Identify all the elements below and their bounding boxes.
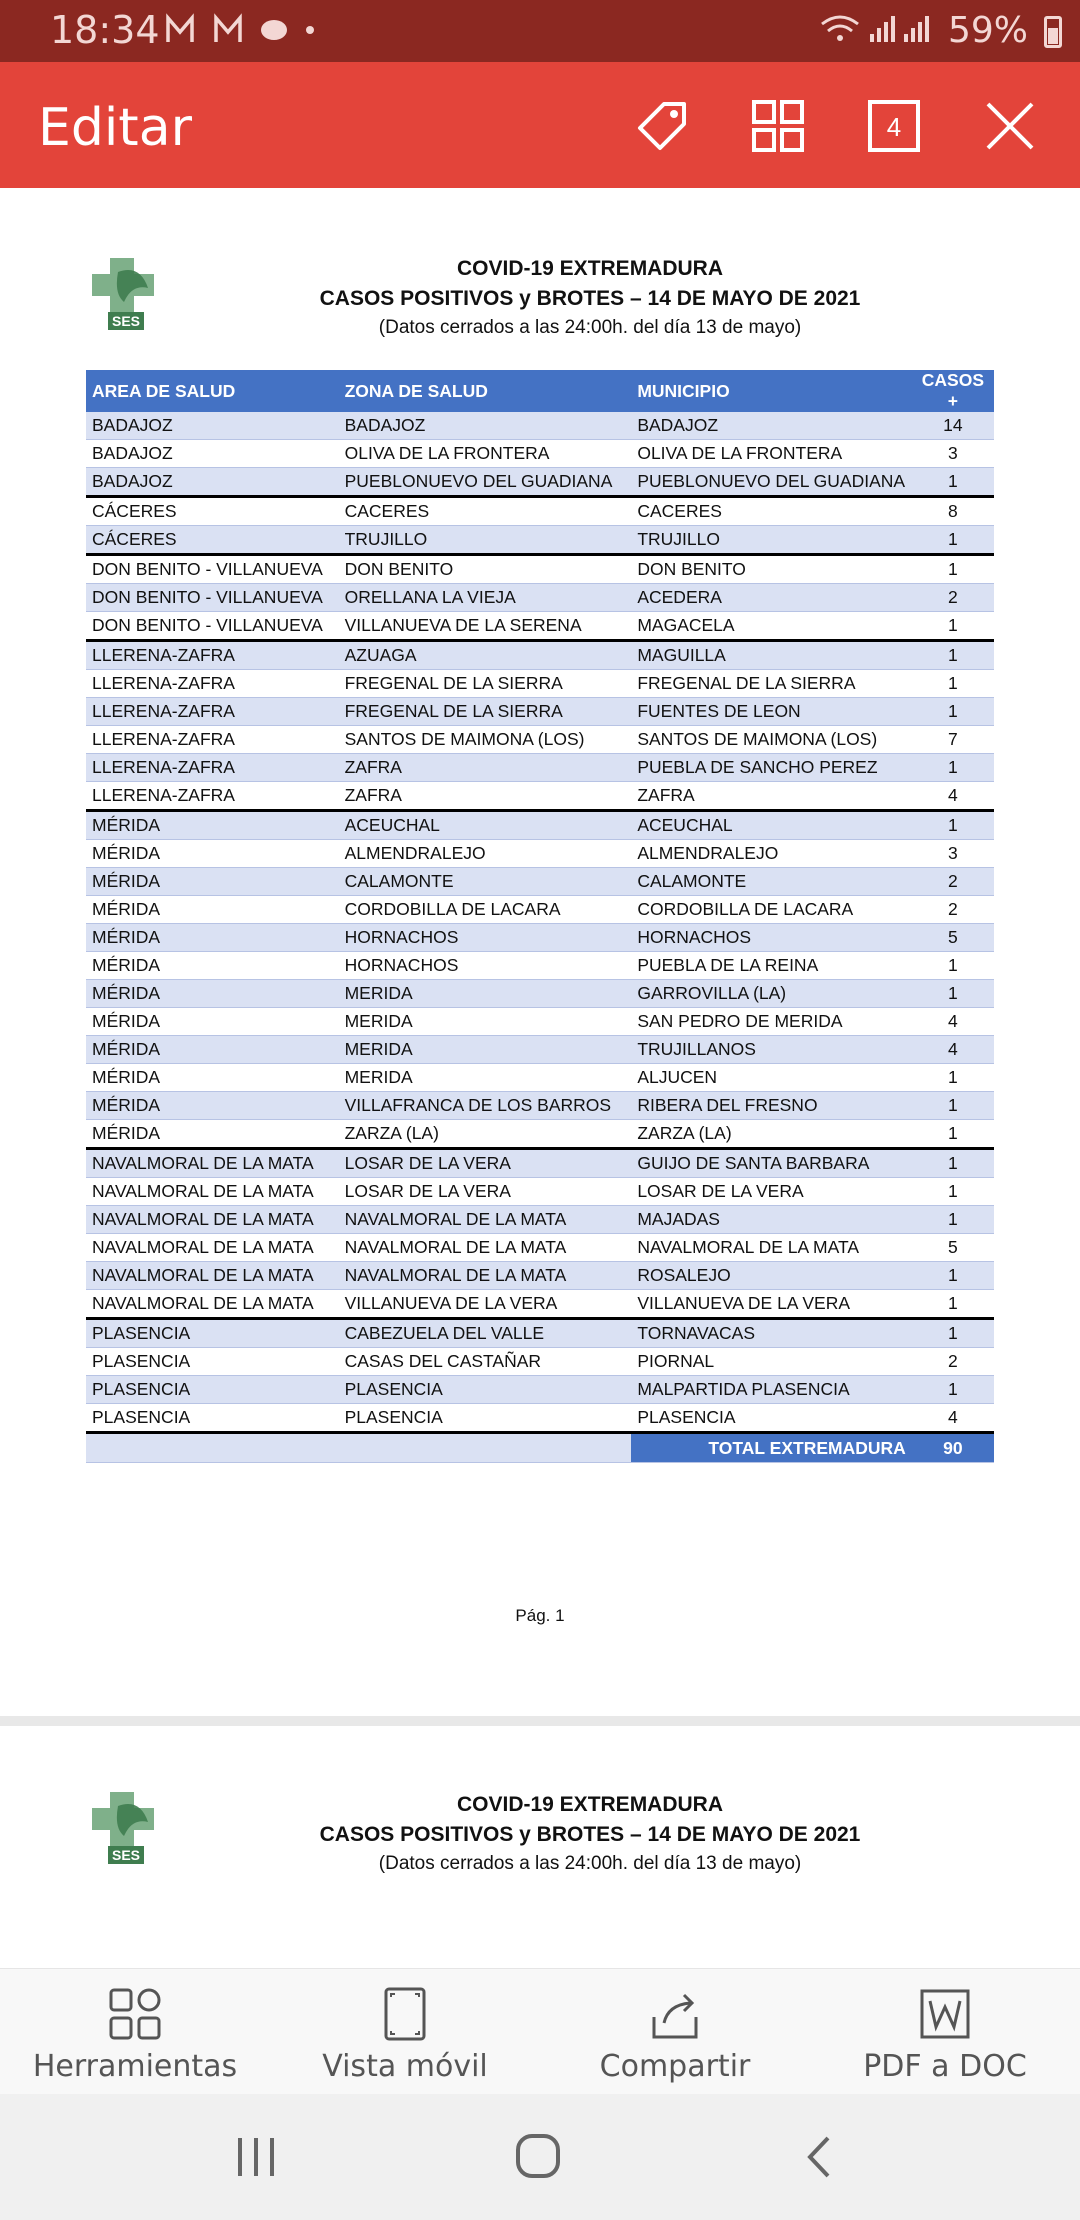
cell-casos: 1 [912,1064,994,1092]
cell-zona: PUEBLONUEVO DEL GUADIANA [339,468,632,497]
cell-casos: 4 [912,782,994,811]
pdf-to-doc-icon [918,1987,972,2041]
table-row [86,754,994,782]
ses-logo [88,1788,168,1868]
cell-area: BADAJOZ [86,412,339,440]
cell-casos: 1 [912,980,994,1008]
table-row [86,782,994,811]
cell-zona: ZARZA (LA) [339,1120,632,1149]
tools-icon [108,1987,162,2041]
cell-municipio: OLIVA DE LA FRONTERA [631,440,911,468]
share-icon [648,1987,702,2041]
cell-municipio: CORDOBILLA DE LACARA [631,896,911,924]
table-row [86,1206,994,1234]
cell-municipio: ALJUCEN [631,1064,911,1092]
cell-area: DON BENITO - VILLANUEVA [86,584,339,612]
table-row [86,1234,994,1262]
cell-casos: 8 [912,497,994,526]
table-row [86,440,994,468]
table-header-row [86,370,994,412]
cell-municipio: CALAMONTE [631,868,911,896]
cell-municipio: VILLANUEVA DE LA VERA [631,1290,911,1319]
cell-casos: 1 [912,698,994,726]
recent-apps-button[interactable] [226,2132,286,2182]
cell-casos: 1 [912,670,994,698]
cell-zona: CALAMONTE [339,868,632,896]
cell-zona: MERIDA [339,1036,632,1064]
cell-casos: 1 [912,555,994,584]
cell-casos: 1 [912,468,994,497]
cell-municipio: ZAFRA [631,782,911,811]
cell-casos: 4 [912,1008,994,1036]
cell-zona: LOSAR DE LA VERA [339,1149,632,1178]
cell-casos: 1 [912,641,994,670]
cell-casos: 4 [912,1036,994,1064]
mobile-view-label: Vista móvil [322,2049,488,2084]
cell-casos: 5 [912,1234,994,1262]
cell-municipio: GARROVILLA (LA) [631,980,911,1008]
ses-logo [88,254,168,334]
cell-municipio: PUEBLA DE SANCHO PEREZ [631,754,911,782]
cell-area: DON BENITO - VILLANUEVA [86,555,339,584]
cell-area: MÉRIDA [86,952,339,980]
cell-municipio: PUEBLONUEVO DEL GUADIANA [631,468,911,497]
cell-area: MÉRIDA [86,1008,339,1036]
table-row [86,612,994,641]
cell-zona: VILLAFRANCA DE LOS BARROS [339,1092,632,1120]
cell-municipio: MALPARTIDA PLASENCIA [631,1376,911,1404]
table-row [86,924,994,952]
table-row [86,1064,994,1092]
cell-zona: AZUAGA [339,641,632,670]
table-row [86,698,994,726]
cell-municipio: PIORNAL [631,1348,911,1376]
document-heading [300,254,880,342]
page-separator [0,1716,1080,1726]
table-row [86,641,994,670]
cell-area: NAVALMORAL DE LA MATA [86,1178,339,1206]
cell-area: CÁCERES [86,497,339,526]
header-zona: ZONA DE SALUD [339,370,632,412]
document-subtitle: CASOS POSITIVOS y BROTES – 14 DE MAYO DE 2021 [319,287,861,310]
cell-casos: 1 [912,1178,994,1206]
cell-zona: HORNACHOS [339,952,632,980]
cell-area: MÉRIDA [86,896,339,924]
cell-area: LLERENA-ZAFRA [86,782,339,811]
table-row [86,1149,994,1178]
cell-area: PLASENCIA [86,1348,339,1376]
page-count-value: 4 [886,112,902,142]
document-title: COVID-19 EXTREMADURA [456,1793,724,1816]
table-row [86,868,994,896]
back-icon [790,2132,850,2182]
cell-municipio: LOSAR DE LA VERA [631,1178,911,1206]
recent-apps-icon [226,2132,286,2182]
cell-zona: ALMENDRALEJO [339,840,632,868]
cell-zona: MERIDA [339,1008,632,1036]
cell-zona: HORNACHOS [339,924,632,952]
table-row [86,555,994,584]
cell-municipio: RIBERA DEL FRESNO [631,1092,911,1120]
table-row [86,1036,994,1064]
pdf-to-doc-label: PDF a DOC [863,2049,1027,2084]
svg-text:SES: SES [111,313,141,329]
header-municipio: MUNICIPIO [631,370,911,412]
cell-casos: 3 [912,840,994,868]
table-row [86,1319,994,1348]
cell-zona: NAVALMORAL DE LA MATA [339,1206,632,1234]
page-number: Pág. 1 [515,1606,565,1625]
tools-button[interactable] [0,1987,270,2084]
battery-percent: 59% [947,10,1028,51]
cell-zona: MERIDA [339,980,632,1008]
cell-zona: PLASENCIA [339,1376,632,1404]
cell-casos: 2 [912,1348,994,1376]
cell-area: LLERENA-ZAFRA [86,754,339,782]
total-row [86,1433,994,1463]
cell-area: MÉRIDA [86,980,339,1008]
cell-area: MÉRIDA [86,924,339,952]
cell-area: LLERENA-ZAFRA [86,641,339,670]
total-label: TOTAL EXTREMADURA [631,1433,911,1463]
cell-area: PLASENCIA [86,1319,339,1348]
cell-casos: 1 [912,1376,994,1404]
cell-zona: ACEUCHAL [339,811,632,840]
cell-zona: SANTOS DE MAIMONA (LOS) [339,726,632,754]
cell-casos: 1 [912,1092,994,1120]
document-heading-page2 [300,1790,880,1878]
page-count-icon[interactable] [866,98,922,154]
back-button[interactable] [790,2132,850,2182]
cell-municipio: TORNAVACAS [631,1319,911,1348]
app-toolbar [0,62,1080,188]
cell-municipio: ACEDERA [631,584,911,612]
cell-casos: 1 [912,1319,994,1348]
cell-casos: 14 [912,412,994,440]
cell-municipio: MAJADAS [631,1206,911,1234]
cell-casos: 1 [912,1149,994,1178]
cell-area: CÁCERES [86,526,339,555]
cell-zona: ZAFRA [339,782,632,811]
cell-municipio: GUIJO DE SANTA BARBARA [631,1149,911,1178]
cell-casos: 2 [912,584,994,612]
cell-municipio: TRUJILLANOS [631,1036,911,1064]
cell-zona: FREGENAL DE LA SIERRA [339,698,632,726]
svg-text:SES: SES [111,1847,141,1863]
total-blank [86,1433,339,1463]
cell-zona: NAVALMORAL DE LA MATA [339,1234,632,1262]
cell-zona: ZAFRA [339,754,632,782]
home-button[interactable] [508,2132,568,2182]
header-casos: CASOS + [912,370,994,412]
cell-zona: TRUJILLO [339,526,632,555]
cell-casos: 1 [912,1206,994,1234]
cell-area: LLERENA-ZAFRA [86,726,339,754]
table-row [86,980,994,1008]
table-row [86,1404,994,1433]
table-row [86,1290,994,1319]
table-row [86,526,994,555]
table-row [86,1120,994,1149]
cell-area: LLERENA-ZAFRA [86,698,339,726]
cell-area: MÉRIDA [86,840,339,868]
table-row [86,1376,994,1404]
table-row [86,726,994,754]
cell-casos: 1 [912,1120,994,1149]
cell-area: MÉRIDA [86,868,339,896]
cell-municipio: CACERES [631,497,911,526]
cell-area: NAVALMORAL DE LA MATA [86,1149,339,1178]
cell-area: MÉRIDA [86,1092,339,1120]
home-icon [508,2132,568,2182]
grid-icon[interactable] [750,98,806,154]
table-row [86,497,994,526]
cell-casos: 1 [912,612,994,641]
table-row [86,896,994,924]
document-note: (Datos cerrados a las 24:00h. del día 13 de mayo) [378,1853,802,1874]
status-bar [0,0,1080,62]
cell-municipio: SAN PEDRO DE MERIDA [631,1008,911,1036]
cell-zona: PLASENCIA [339,1404,632,1433]
cell-zona: CACERES [339,497,632,526]
cell-municipio: NAVALMORAL DE LA MATA [631,1234,911,1262]
cell-municipio: FUENTES DE LEON [631,698,911,726]
cell-zona: DON BENITO [339,555,632,584]
share-button[interactable] [540,1987,810,2084]
cell-zona: FREGENAL DE LA SIERRA [339,670,632,698]
table-row [86,584,994,612]
cell-zona: BADAJOZ [339,412,632,440]
cell-casos: 5 [912,924,994,952]
cell-casos: 4 [912,1404,994,1433]
cell-zona: VILLANUEVA DE LA SERENA [339,612,632,641]
cell-municipio: PLASENCIA [631,1404,911,1433]
cell-zona: CABEZUELA DEL VALLE [339,1319,632,1348]
cell-area: NAVALMORAL DE LA MATA [86,1262,339,1290]
cell-area: BADAJOZ [86,468,339,497]
cell-area: PLASENCIA [86,1404,339,1433]
cell-municipio: MAGACELA [631,612,911,641]
cell-area: LLERENA-ZAFRA [86,670,339,698]
cell-area: DON BENITO - VILLANUEVA [86,612,339,641]
table-row [86,412,994,440]
cell-area: BADAJOZ [86,440,339,468]
table-row [86,811,994,840]
cell-area: NAVALMORAL DE LA MATA [86,1234,339,1262]
cell-municipio: FREGENAL DE LA SIERRA [631,670,911,698]
cell-casos: 1 [912,754,994,782]
document-note: (Datos cerrados a las 24:00h. del día 13 de mayo) [378,317,802,338]
cell-municipio: ZARZA (LA) [631,1120,911,1149]
table-body [86,412,994,1433]
cell-municipio: MAGUILLA [631,641,911,670]
table-row [86,1178,994,1206]
cell-casos: 1 [912,1262,994,1290]
toolbar-title: Editar [38,98,192,158]
cell-area: NAVALMORAL DE LA MATA [86,1206,339,1234]
tag-icon[interactable] [634,98,690,154]
cell-zona: CASAS DEL CASTAÑAR [339,1348,632,1376]
cell-casos: 1 [912,526,994,555]
table-row [86,468,994,497]
cell-area: MÉRIDA [86,1064,339,1092]
cell-municipio: ROSALEJO [631,1262,911,1290]
cell-municipio: SANTOS DE MAIMONA (LOS) [631,726,911,754]
system-nav-bar [0,2094,1080,2220]
total-blank [339,1433,632,1463]
table-row [86,670,994,698]
cell-casos: 1 [912,1290,994,1319]
cell-municipio: HORNACHOS [631,924,911,952]
cell-zona: ORELLANA LA VIEJA [339,584,632,612]
mobile-view-button[interactable] [270,1987,540,2084]
table-row [86,840,994,868]
cell-zona: OLIVA DE LA FRONTERA [339,440,632,468]
cell-area: PLASENCIA [86,1376,339,1404]
notification-icons [166,12,316,54]
cell-zona: LOSAR DE LA VERA [339,1178,632,1206]
table-row [86,952,994,980]
document-subtitle: CASOS POSITIVOS y BROTES – 14 DE MAYO DE 2021 [319,1823,861,1846]
table-row [86,1092,994,1120]
status-time: 18:34 [50,8,160,52]
cell-zona: MERIDA [339,1064,632,1092]
cell-casos: 1 [912,952,994,980]
cell-area: MÉRIDA [86,1120,339,1149]
cases-table [86,370,994,1463]
table-row [86,1008,994,1036]
cell-area: MÉRIDA [86,811,339,840]
close-icon[interactable] [982,98,1038,154]
cell-casos: 2 [912,896,994,924]
cell-casos: 7 [912,726,994,754]
cell-casos: 2 [912,868,994,896]
cell-municipio: PUEBLA DE LA REINA [631,952,911,980]
mobile-view-icon [378,1987,432,2041]
cell-zona: NAVALMORAL DE LA MATA [339,1262,632,1290]
table-row [86,1348,994,1376]
table-row [86,1262,994,1290]
cell-casos: 1 [912,811,994,840]
cell-municipio: ACEUCHAL [631,811,911,840]
battery-icon [1044,16,1062,48]
cell-zona: VILLANUEVA DE LA VERA [339,1290,632,1319]
cell-municipio: DON BENITO [631,555,911,584]
cell-zona: CORDOBILLA DE LACARA [339,896,632,924]
cell-municipio: BADAJOZ [631,412,911,440]
pdf-to-doc-button[interactable] [810,1987,1080,2084]
notification-icons-svg [166,12,316,46]
cell-municipio: ALMENDRALEJO [631,840,911,868]
tools-label: Herramientas [32,2049,238,2084]
bottom-toolbar [0,1968,1080,2095]
header-area: AREA DE SALUD [86,370,339,412]
cell-municipio: TRUJILLO [631,526,911,555]
cell-area: NAVALMORAL DE LA MATA [86,1290,339,1319]
share-label: Compartir [599,2049,751,2084]
signal-icons [820,12,930,54]
document-title: COVID-19 EXTREMADURA [456,257,724,280]
cell-area: MÉRIDA [86,1036,339,1064]
total-value: 90 [912,1433,994,1463]
cell-casos: 3 [912,440,994,468]
wifi-signal-icon [820,12,930,46]
